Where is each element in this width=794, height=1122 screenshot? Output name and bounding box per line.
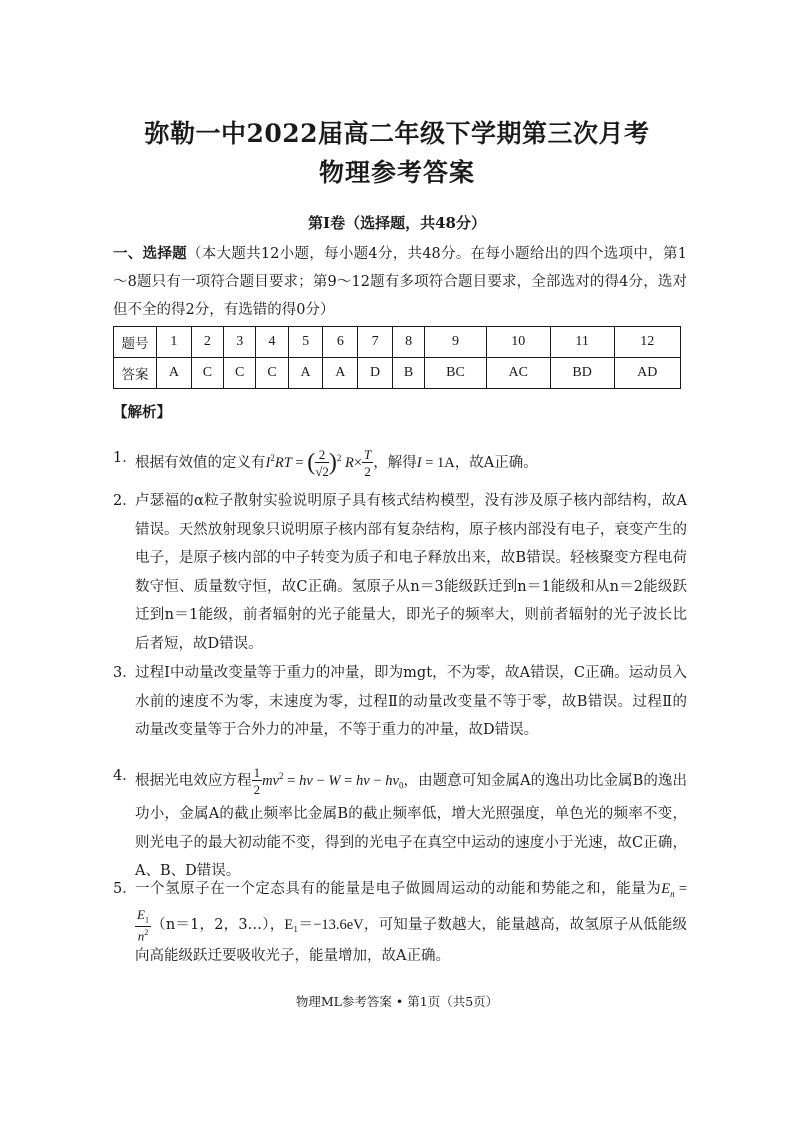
answer-table (113, 326, 681, 389)
question-number: 1 (157, 327, 192, 358)
exam-title: 弥勒一中2022届高二年级下学期第三次月考 (144, 119, 650, 148)
analysis-item-4: 4． 根据光电效应方程 $\frac{1}{2}$ $mv^2 = h\nu - W = h\nu - h\nu_0$，由题意可知金属A的逸出功比金属B的逸出功小，金属A的截止频率比金属B的截止频率低，增大光照强度，单色光的频率不变，则光电子的最大初动能不变，得到的光电子在真空中运动的速度小于光速，故C正确，A、B、D错误。 (113, 762, 687, 886)
item-number: 2． (113, 493, 137, 509)
item1-text-mid: ，解得 (373, 454, 417, 471)
question-number: 4 (256, 327, 288, 358)
item5-text-pre: 一个氢原子在一个定态具有的能量是电子做圆周运动的动能和势能之和，能量为 (135, 881, 662, 897)
item-number: 3． (113, 665, 137, 681)
analysis-item-1: 1． 根据有效值的定义有$I^2RT$ = ( $\frac{2}{√2}$ )$^2$ R× $\frac{T}{2}$ ，解得I = 1A，故A正确。 (113, 444, 687, 478)
item-number: 5． (113, 881, 137, 897)
analysis-heading: 【解析】 (113, 404, 171, 421)
section-heading: 第Ⅰ卷（选择题，共48分） (308, 214, 486, 232)
item1-fraction: $\frac{2}{√2}$ (315, 446, 329, 479)
item4-text: ，由题意可知金属A的逸出功比金属B的逸出功小，金属A的截止频率比金属B的截止频率低，增大光照强度，单色光的频率不变，则光电子的最大初动能不变，得到的光电子在真空中运动的速度小于光速，故C正确，A、B、D错误。 (135, 772, 687, 880)
question-number: 5 (288, 327, 323, 358)
question-number: 8 (392, 327, 424, 358)
answer-table-row-answers (114, 358, 681, 389)
answer-cell: A (288, 358, 323, 389)
item5-text-mid: （n＝1，2，3…）， (150, 917, 285, 934)
exam-subtitle: 物理参考答案 (318, 158, 475, 187)
row-header-answer: 答案 (114, 358, 157, 389)
analysis-item-2 (113, 487, 687, 658)
answer-cell: B (392, 358, 424, 389)
question-number: 2 (191, 327, 223, 358)
item4-text-pre: 根据光电效应方程 (135, 772, 252, 789)
question-number: 12 (614, 327, 680, 358)
answer-cell: D (358, 358, 393, 389)
item5-formula-en: E (661, 881, 671, 897)
page-footer: 物理ML参考答案 • 第1页（共5页） (295, 994, 499, 1009)
question-number: 11 (550, 327, 614, 358)
item-number: 4． (113, 768, 137, 784)
answer-cell: C (256, 358, 288, 389)
question-number: 7 (358, 327, 393, 358)
instructions-label: 一、选择题 (113, 245, 187, 262)
item1-formula-lhs: I (265, 454, 271, 471)
answer-cell: A (157, 358, 192, 389)
item5-fraction: $\frac{E_1}{n^2}$ (137, 907, 149, 944)
question-number: 10 (486, 327, 550, 358)
item2-text: 卢瑟福的α粒子散射实验说明原子具有核式结构模型，没有涉及原子核内部结构，故A错误。天然放射现象只说明原子核内部有复杂结构，原子核内部没有电子，衰变产生的电子，是原子核内部的中子转变为质子和电子释放出来，故B错误。轻核聚变方程电荷数守恒、质量数守恒，故C正确。氢原子从n＝3能级跃迁到n＝1能级和从n＝2能级跃迁到n＝1能级，前者辐射的光子能量大，即光子的频率大，则前者辐射的光子波长比后者短，故D错误。 (135, 493, 687, 652)
item1-text-pre: 根据有效值的定义有 (135, 454, 266, 471)
item3-text: 过程Ⅰ中动量改变量等于重力的冲量，即为mgt，不为零，故A错误，C正确。运动员入水前的速度不为零，末速度为零，过程Ⅱ的动量改变量不等于零，故B错误。过程Ⅱ的动量改变量等于合外力的冲量，不等于重力的冲量，故D错误。 (135, 665, 687, 738)
item1-text-post: ，故A正确。 (454, 454, 538, 471)
answer-cell: AD (614, 358, 680, 389)
answer-cell: C (191, 358, 223, 389)
item1-fraction-t: $\frac{T}{2}$ (364, 446, 372, 479)
item5-text-post: ，可知量子数越大，能量越高，故氢原子从低能级向高能级跃迁要吸收光子，能量增加，故A正确。 (135, 917, 688, 965)
answer-cell: BD (550, 358, 614, 389)
item-number: 1． (113, 450, 137, 466)
row-header-number: 题号 (114, 327, 157, 358)
section-instructions (113, 240, 687, 324)
analysis-item-3 (113, 659, 687, 745)
answer-cell: A (323, 358, 358, 389)
item4-formula: mv (262, 772, 279, 789)
answer-table-row-numbers (114, 327, 681, 358)
question-number: 6 (323, 327, 358, 358)
question-number: 3 (224, 327, 256, 358)
answer-cell: C (224, 358, 256, 389)
item5-formula-e1: E₁＝−13.6eV (284, 917, 364, 934)
answer-cell: AC (486, 358, 550, 389)
analysis-item-5: 5． 一个氢原子在一个定态具有的能量是电子做圆周运动的动能和势能之和，能量为$E_n$ = $\frac{E_1}{n^2}$ （n＝1，2，3…），E₁＝−13.6eV，可知量子数越大，能量越高，故氢原子从低能级向高能级跃迁要吸收光子，能量增加，故A正确。 (113, 875, 687, 971)
answer-cell: BC (425, 358, 487, 389)
item4-fraction: $\frac{1}{2}$ (253, 764, 261, 797)
instructions-body: （本大题共12小题，每小题4分，共48分。在每小题给出的四个选项中，第1～8题只有一项符合题目要求；第9～12题有多项符合题目要求，全部选对的得4分，选对但不全的得2分，有选错的得0分） (113, 246, 687, 318)
question-number: 9 (425, 327, 487, 358)
